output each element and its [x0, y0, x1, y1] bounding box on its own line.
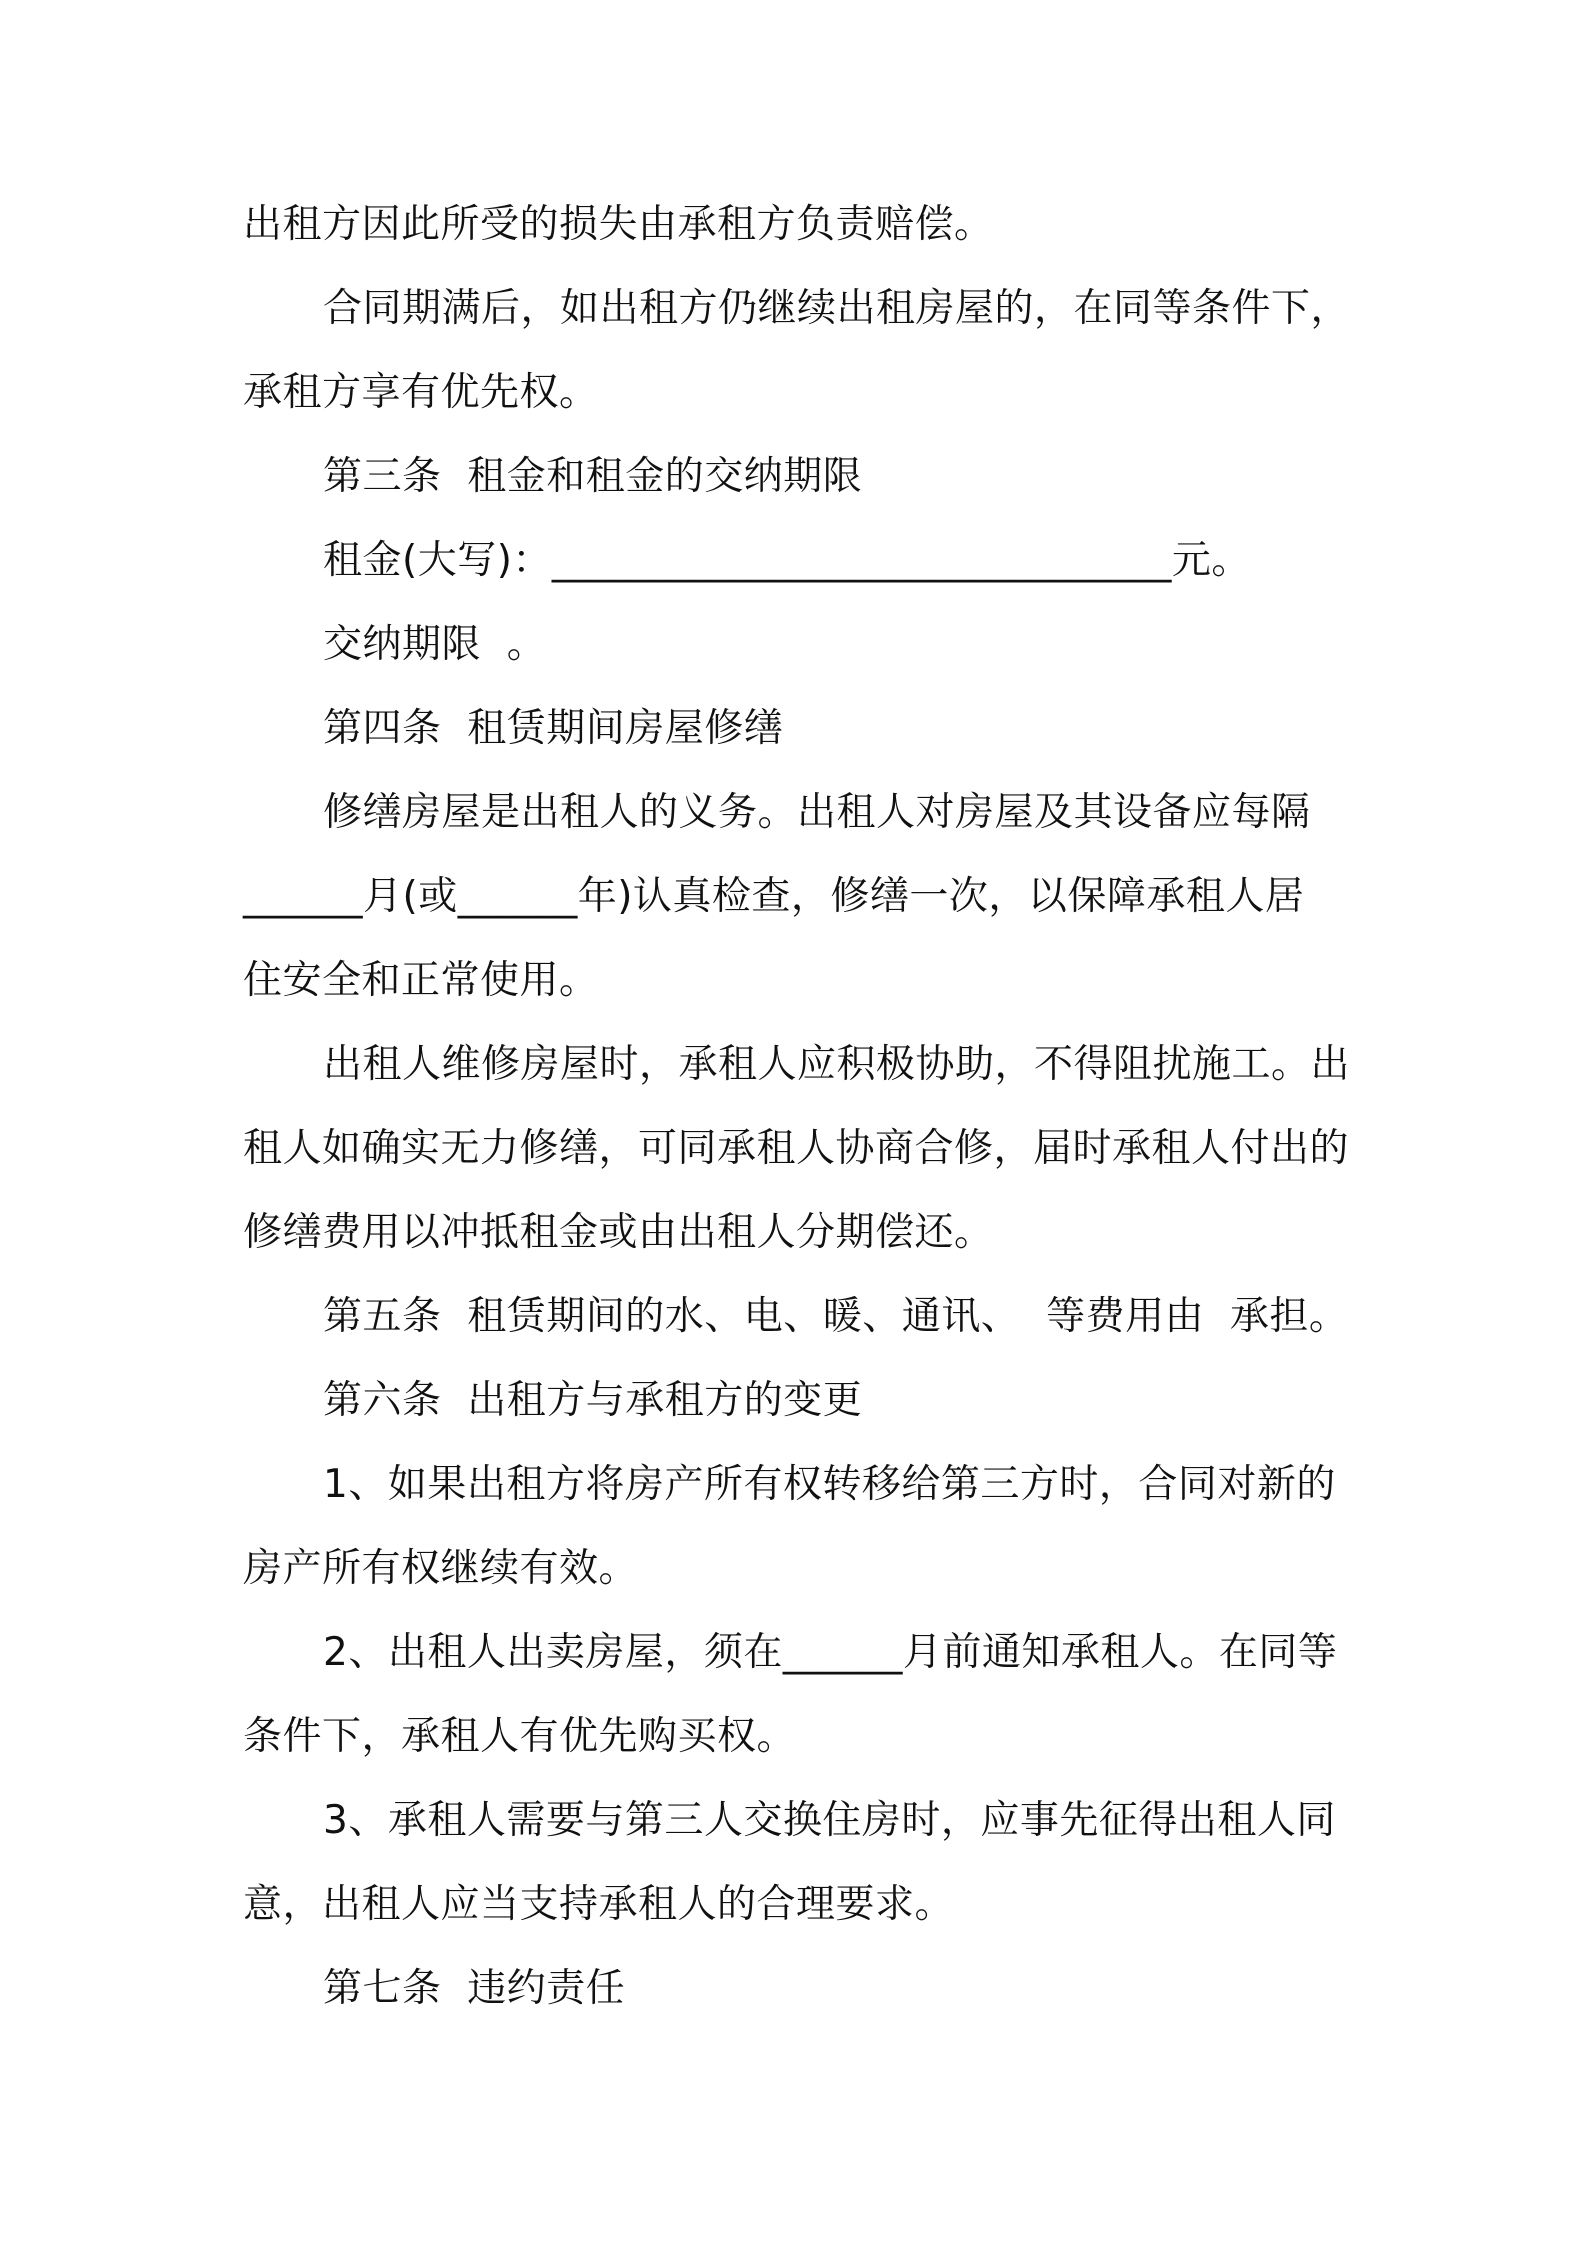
section-heading: 第五条 租赁期间的水、电、暖、通讯、 等费用由 承担。: [323, 1294, 1349, 1339]
text-line: 3、承租人需要与第三人交换住房时，应事先征得出租人同: [323, 1798, 1336, 1843]
text-line: 交纳期限 。: [323, 622, 547, 667]
text-line: 出租方因此所受的损失由承租方负责赔偿。: [243, 202, 994, 247]
text-line: 修缮费用以冲抵租金或由出租人分期偿还。: [243, 1210, 994, 1255]
section-heading: 第四条 租赁期间房屋修缮: [323, 706, 784, 751]
text-line: 条件下，承租人有优先购买权。: [243, 1714, 797, 1759]
text-line: 1、如果出租方将房产所有权转移给第三方时，合同对新的: [323, 1462, 1336, 1507]
section-heading: 第六条 出租方与承租方的变更: [323, 1378, 863, 1423]
text-line: 出租人维修房屋时，承租人应积极协助，不得阻扰施工。出: [323, 1042, 1351, 1087]
text-line: 租金(大写)：_______________________________元。: [323, 538, 1251, 583]
text-line: 意，出租人应当支持承租人的合理要求。: [243, 1882, 955, 1927]
text-line: 住安全和正常使用。: [243, 958, 599, 1003]
text-line: 2、出租人出卖房屋，须在______月前通知承租人。在同等: [323, 1630, 1338, 1675]
text-line: 承租方享有优先权。: [243, 370, 599, 415]
section-heading: 第三条 租金和租金的交纳期限: [323, 454, 863, 499]
text-line: 修缮房屋是出租人的义务。出租人对房屋及其设备应每隔: [323, 790, 1311, 835]
text-line: 房产所有权继续有效。: [243, 1546, 639, 1591]
text-line: ______月(或______年)认真检查，修缮一次，以保障承租人居: [243, 874, 1305, 919]
text-line: 合同期满后，如出租方仍继续出租房屋的，在同等条件下，: [323, 286, 1351, 331]
text-line: 租人如确实无力修缮，可同承租人协商合修，届时承租人付出的: [243, 1126, 1350, 1171]
section-heading: 第七条 违约责任: [323, 1966, 626, 2011]
